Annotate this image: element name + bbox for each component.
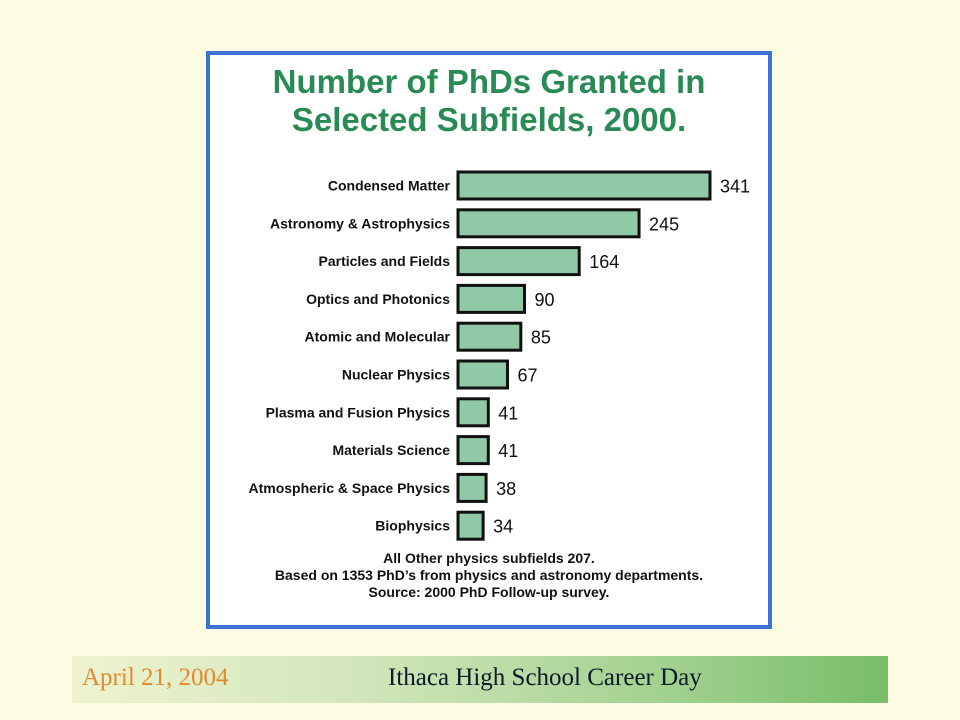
bar-value-label: 245 — [649, 214, 680, 235]
bar-value-label: 85 — [530, 327, 551, 348]
chart-title-line-2: Selected Subfields, 2000. — [291, 101, 687, 138]
bar-value-label: 34 — [493, 516, 514, 537]
note-source: Source: 2000 PhD Follow-up survey. — [368, 584, 610, 600]
bar-label: Biophysics — [375, 517, 450, 534]
bar-label: Materials Science — [332, 442, 450, 459]
bar-value-label: 41 — [498, 403, 519, 424]
bar — [458, 210, 639, 237]
bar — [458, 323, 521, 350]
bar-value-label: 164 — [589, 252, 620, 273]
bar-label: Particles and Fields — [318, 253, 450, 270]
bar-value-label: 90 — [534, 289, 555, 310]
bar-value-label: 41 — [498, 441, 519, 462]
bar — [458, 399, 488, 426]
bar — [458, 361, 508, 388]
chart-frame — [206, 51, 772, 629]
bar-value-label: 67 — [517, 365, 538, 386]
bar-label: Plasma and Fusion Physics — [265, 404, 450, 421]
bar-label: Optics and Photonics — [306, 290, 450, 307]
bar-label: Nuclear Physics — [341, 366, 450, 383]
bar-chart — [210, 55, 768, 625]
bar-value-label: 341 — [720, 176, 751, 197]
footer-event: Ithaca High School Career Day — [388, 664, 702, 691]
bar — [458, 512, 483, 539]
bar-label: Astronomy & Astrophysics — [270, 215, 450, 232]
chart-notes — [210, 550, 768, 601]
bar — [458, 437, 488, 464]
bar — [458, 172, 710, 199]
bar — [458, 285, 525, 312]
bar-value-label: 38 — [496, 478, 517, 499]
footer-date: April 21, 2004 — [82, 664, 229, 691]
bar-label: Atomic and Molecular — [304, 328, 450, 345]
footer-bar — [72, 656, 888, 703]
bar-label: Condensed Matter — [327, 177, 450, 194]
note-basis: Based on 1353 PhD’s from physics and astronomy departments. — [274, 567, 704, 583]
bar-label: Atmospheric & Space Physics — [248, 479, 450, 496]
bar — [458, 248, 579, 275]
bar — [458, 474, 486, 501]
note-other-subfields: All Other physics subfields 207. — [383, 550, 595, 566]
chart-title-line-1: Number of PhDs Granted in — [272, 63, 706, 100]
